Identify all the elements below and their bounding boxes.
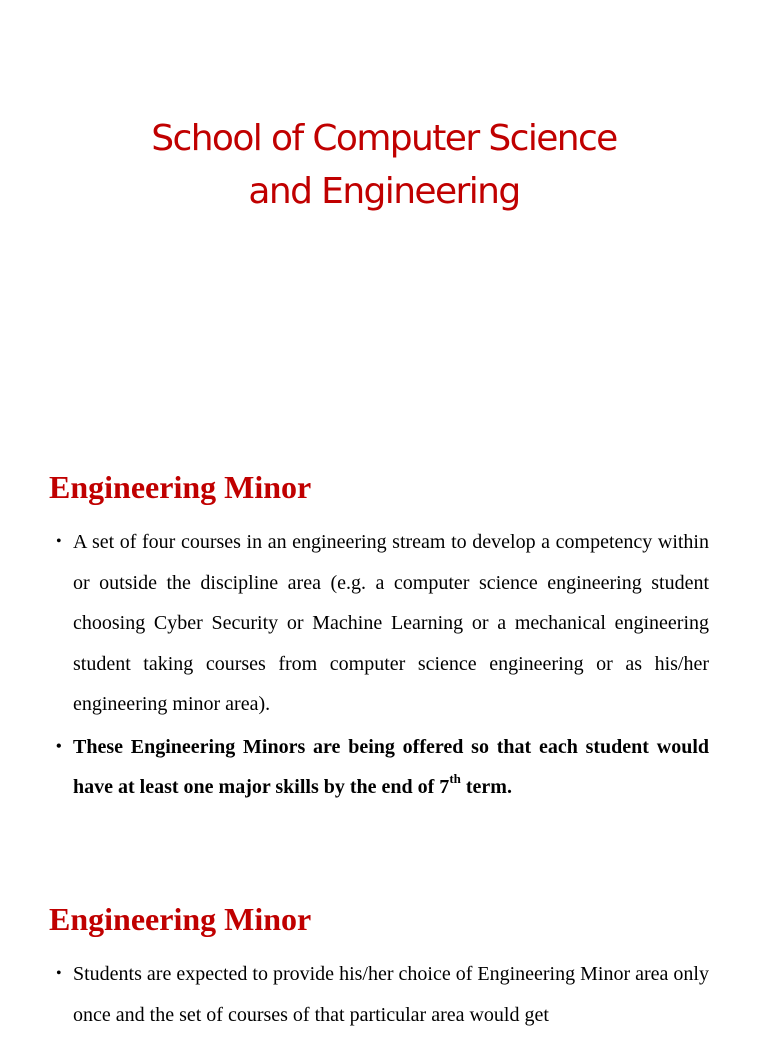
bullet-list [56,522,709,810]
slide-heading: Engineering Minor [49,469,312,505]
slide-title-line-2: and Engineering [248,171,520,212]
bullet-text: These Engineering Minors are being offered so that each student would have at least one major skills by the end of 7 [73,735,709,798]
slide-title [0,112,768,218]
bullet-item [56,954,709,1035]
bullet-text: A set of four courses in an engineering stream to develop a competency within or outside the discipline area (e.g. a computer science engineering student choosing Cyber Security or Machine Learning or a mechanical engineering student taking courses from computer science engineering or as his/her engineering minor area). [73,531,709,715]
bullet-item [56,522,709,725]
bullet-text: Students are expected to provide his/her choice of Engineering Minor area only once and the set of courses of that particular area would get [73,963,709,1026]
bullet-dot-icon: • [56,737,62,755]
bullet-text-end: term. [460,776,512,798]
slide-heading: Engineering Minor [49,901,312,937]
bullet-item [56,727,709,808]
engineering-minor-slide-1 [0,420,768,870]
engineering-minor-slide-2 [0,870,768,1024]
bullet-dot-icon: • [56,533,62,550]
bullet-list [56,954,709,1037]
bullet-dot-icon: • [56,965,62,982]
title-slide [0,0,768,420]
ordinal-superscript: th [449,771,461,787]
slide-title-line-1: School of Computer Science [151,118,617,159]
